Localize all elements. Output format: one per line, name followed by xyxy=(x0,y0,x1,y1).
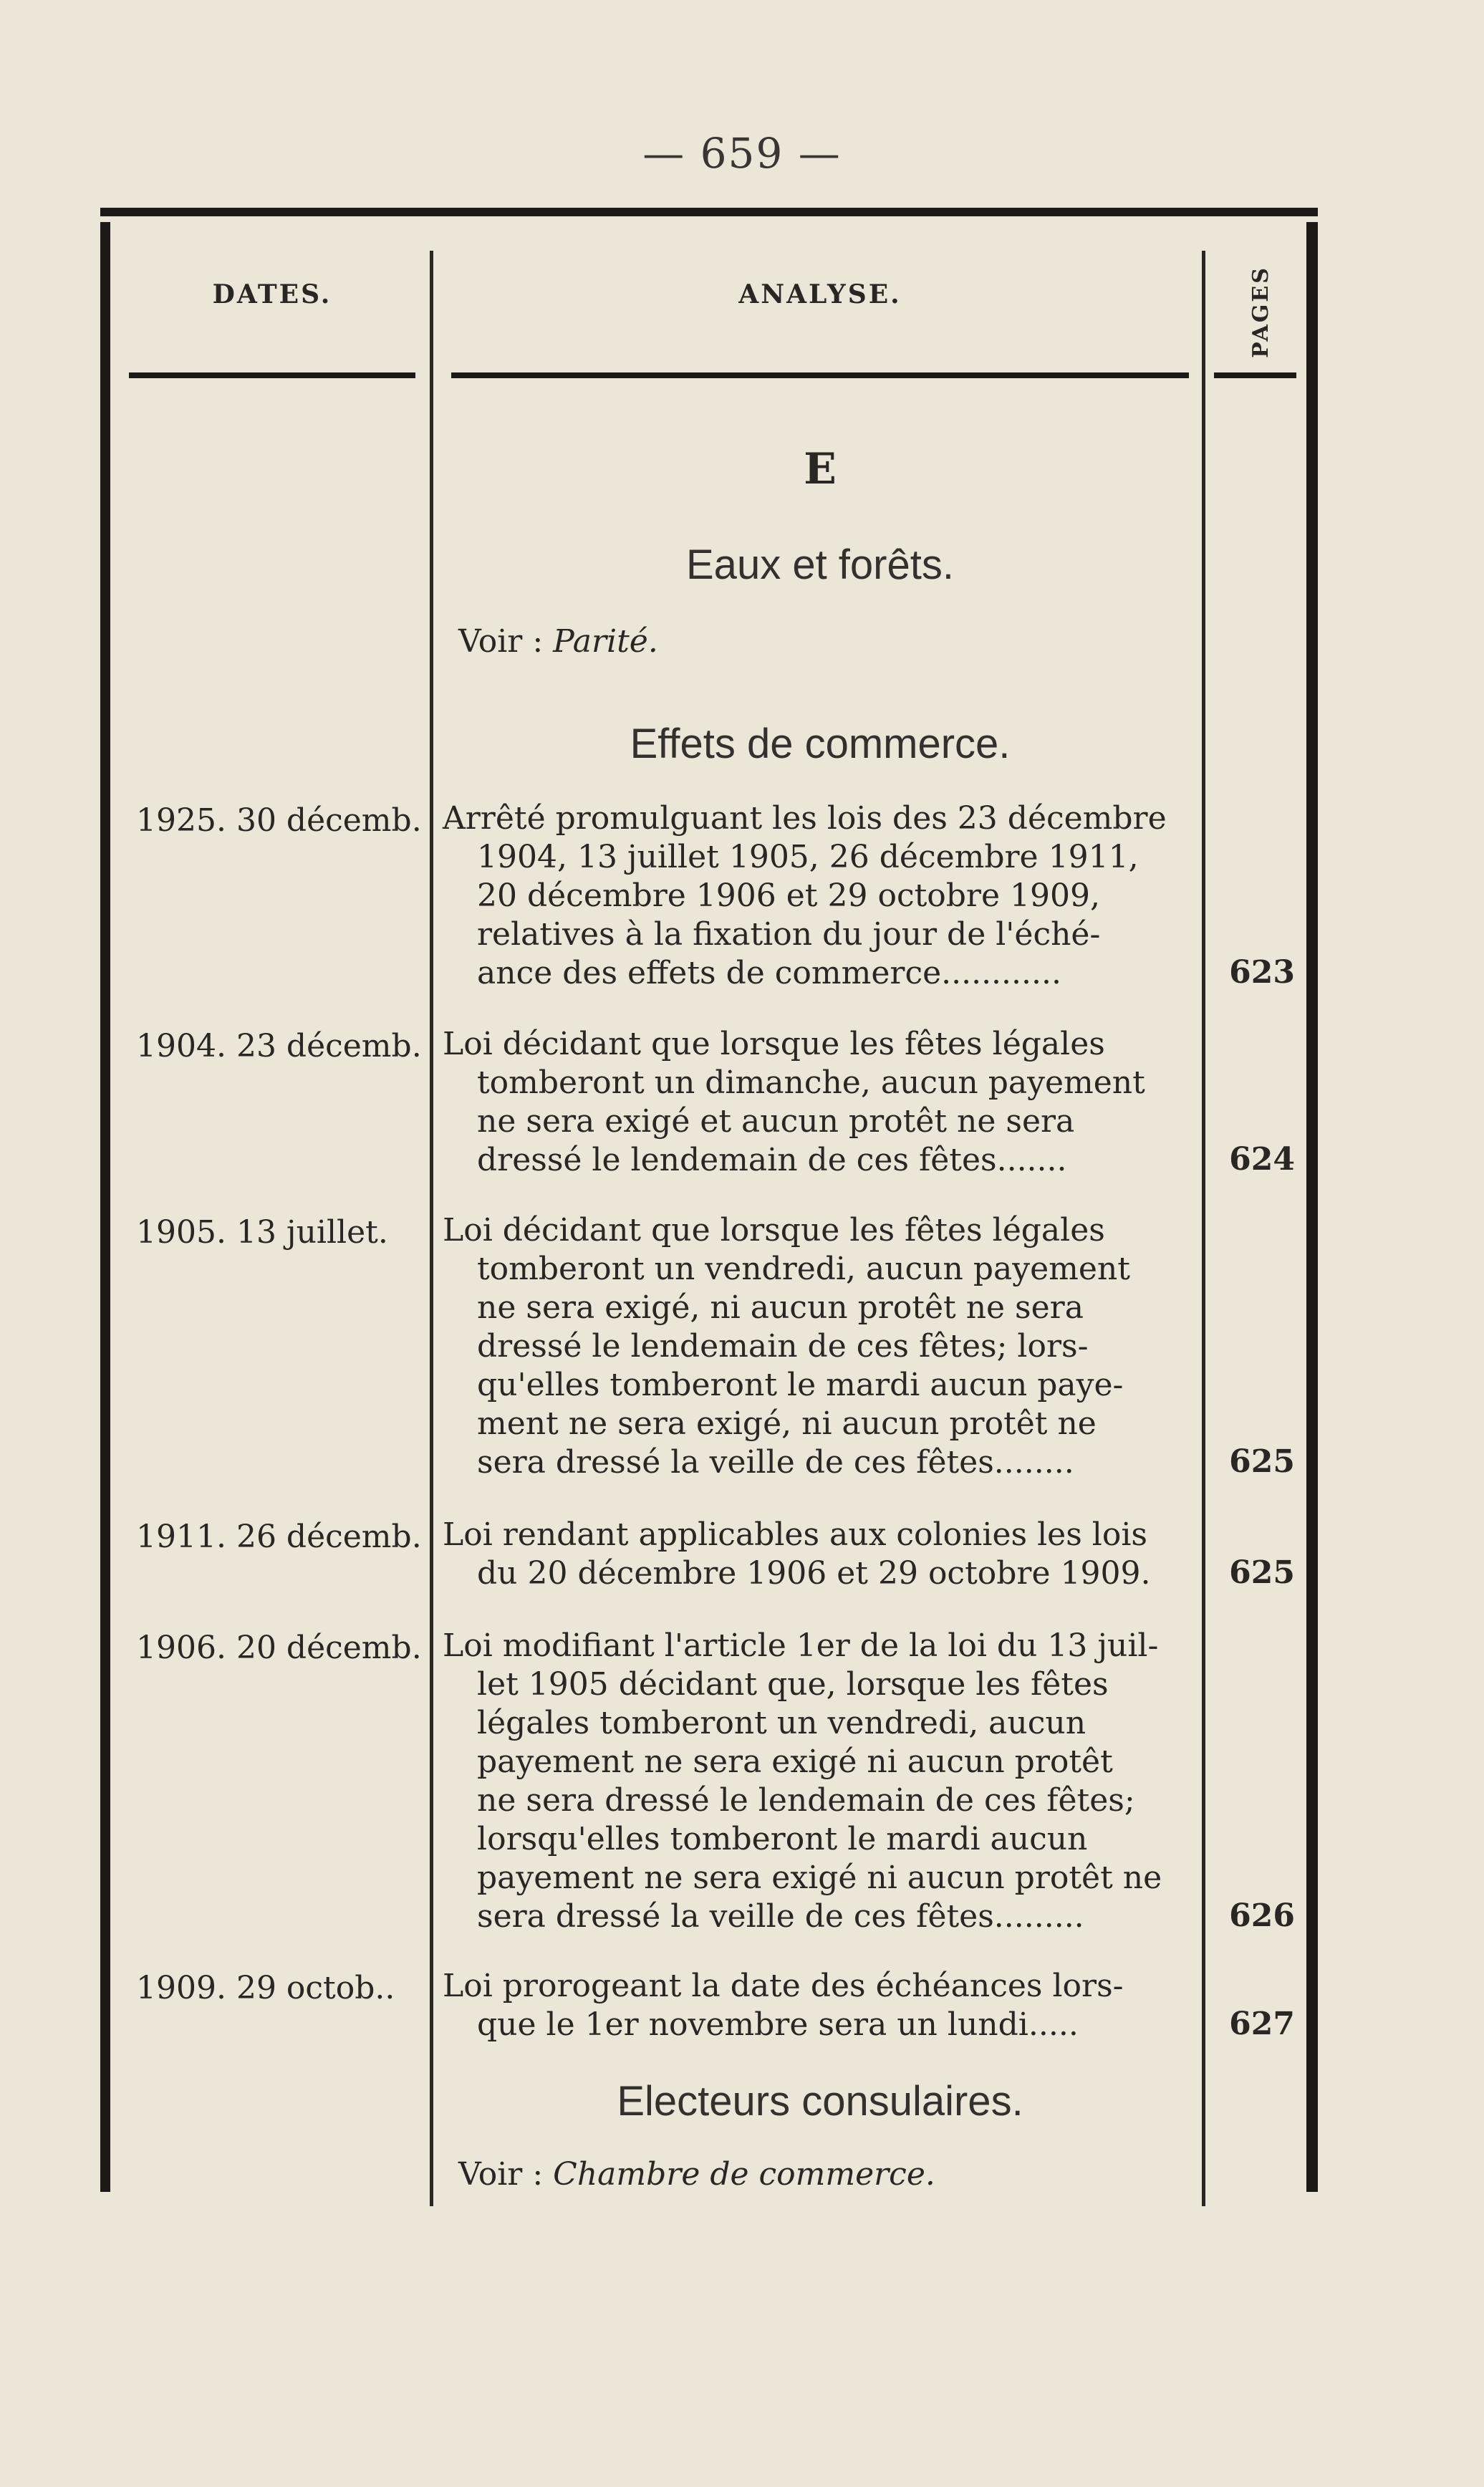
entry-line: Arrêté promulguant les lois des 23 décembre xyxy=(443,800,1167,837)
entry-analysis xyxy=(443,1211,1198,1482)
entry-page: 623 xyxy=(1229,954,1295,991)
see-also-chambre-commerce xyxy=(458,2156,935,2193)
entry-line: sera dressé la veille de ces fêtes......... xyxy=(477,1898,1084,1935)
entry-line: tomberont un vendredi, aucun payement xyxy=(477,1251,1130,1287)
index-table xyxy=(100,208,1318,2199)
entry-date: 1905. 13 juillet. xyxy=(136,1214,388,1251)
entry-line: ment ne sera exigé, ni aucun protêt ne xyxy=(477,1405,1097,1442)
entry-analysis xyxy=(443,1967,1198,2044)
see-also-prefix: Voir : xyxy=(458,2156,544,2193)
see-also-reference: Parité. xyxy=(553,623,658,660)
entry-line: lorsqu'elles tomberont le mardi aucun xyxy=(477,1821,1088,1857)
entry-line: dressé le lendemain de ces fêtes....... xyxy=(477,1142,1067,1178)
entry-page: 627 xyxy=(1229,2006,1295,2042)
entry-line: du 20 décembre 1906 et 29 octobre 1909. xyxy=(477,1555,1151,1592)
entry-line: sera dressé la veille de ces fêtes........ xyxy=(477,1444,1074,1481)
entry-line: Loi rendant applicables aux colonies les lois xyxy=(443,1516,1147,1553)
entry-line: Loi décidant que lorsque les fêtes légales xyxy=(443,1026,1105,1062)
column-divider-pages xyxy=(1202,251,1205,2206)
entry-line: payement ne sera exigé ni aucun protêt ne xyxy=(477,1860,1162,1896)
entry-line: let 1905 décidant que, lorsque les fêtes xyxy=(477,1666,1109,1703)
header-rule-analyse xyxy=(451,372,1189,378)
section-letter: E xyxy=(804,444,837,494)
entry-analysis xyxy=(443,799,1198,993)
entry-line: tomberont un dimanche, aucun payement xyxy=(477,1064,1145,1101)
entry-line: ne sera exigé et aucun protêt ne sera xyxy=(477,1103,1075,1140)
entry-date: 1911. 26 décemb. xyxy=(136,1519,422,1555)
entry-line: légales tomberont un vendredi, aucun xyxy=(477,1705,1086,1741)
entry-page: 624 xyxy=(1229,1141,1295,1178)
entry-line: dressé le lendemain de ces fêtes; lors- xyxy=(477,1328,1089,1365)
see-also-prefix: Voir : xyxy=(458,623,544,660)
entry-line: ne sera exigé, ni aucun protêt ne sera xyxy=(477,1289,1084,1326)
entry-line: Loi décidant que lorsque les fêtes légales xyxy=(443,1212,1105,1249)
table-right-rule xyxy=(1306,222,1318,2192)
section-title-electeurs-consulaires: Electeurs consulaires. xyxy=(617,2078,1023,2125)
entry-page: 626 xyxy=(1229,1897,1295,1934)
table-top-rule xyxy=(100,208,1318,216)
entry-date: 1906. 20 décemb. xyxy=(136,1630,422,1666)
header-pages xyxy=(1232,251,1289,372)
entry-line: Loi prorogeant la date des échéances lors- xyxy=(443,1968,1124,2004)
entry-line: que le 1er novembre sera un lundi..... xyxy=(477,2006,1079,2043)
entry-line: relatives à la fixation du jour de l'éché- xyxy=(477,916,1101,953)
table-left-rule xyxy=(100,222,110,2192)
entry-date: 1909. 29 octob.. xyxy=(136,1970,395,2006)
entry-line: payement ne sera exigé ni aucun protêt xyxy=(477,1743,1113,1780)
entry-line: 1904, 13 juillet 1905, 26 décembre 1911, xyxy=(477,839,1139,875)
header-pages-label: PAGES xyxy=(1248,265,1273,358)
section-title-eaux-forets: Eaux et forêts. xyxy=(686,542,954,588)
entry-line: ance des effets de commerce............ xyxy=(477,955,1061,991)
entry-analysis xyxy=(443,1025,1198,1180)
see-also-reference: Chambre de commerce. xyxy=(553,2156,935,2193)
page-number: — 659 — xyxy=(642,129,842,178)
entry-analysis xyxy=(443,1516,1198,1593)
entry-date: 1904. 23 décemb. xyxy=(136,1028,422,1064)
header-rule-pages xyxy=(1214,372,1296,378)
entry-line: Loi modifiant l'article 1er de la loi du 13 juil- xyxy=(443,1627,1159,1664)
entry-line: ne sera dressé le lendemain de ces fêtes; xyxy=(477,1782,1135,1819)
header-dates: DATES. xyxy=(212,279,332,309)
entry-page: 625 xyxy=(1229,1554,1295,1591)
entry-line: qu'elles tomberont le mardi aucun paye- xyxy=(477,1367,1124,1403)
see-also-parite xyxy=(458,623,658,660)
entry-line: 20 décembre 1906 et 29 octobre 1909, xyxy=(477,877,1100,914)
header-rule-dates xyxy=(129,372,415,378)
section-title-effets-commerce: Effets de commerce. xyxy=(630,721,1011,767)
entry-page: 625 xyxy=(1229,1443,1295,1480)
entry-analysis xyxy=(443,1627,1198,1936)
entry-date: 1925. 30 décemb. xyxy=(136,802,422,839)
header-analyse: ANALYSE. xyxy=(738,279,902,309)
column-divider-dates xyxy=(430,251,433,2206)
